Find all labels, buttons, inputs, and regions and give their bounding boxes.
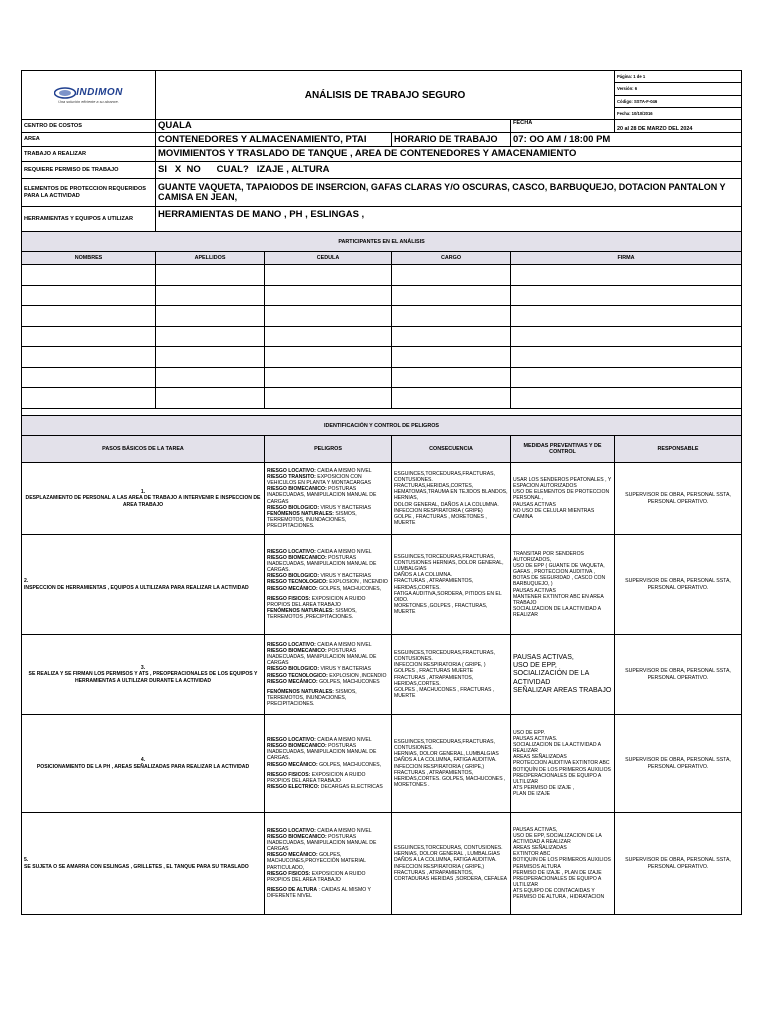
col-cedula: CEDULA: [265, 252, 392, 265]
responsible-cell: SUPERVISOR DE OBRA, PERSONAL SSTA, PERSONAL OPERATIVO.: [615, 715, 742, 813]
consequence-cell: ESGUINCES,TORCEDURAS,FRACTURAS, CONTUSIONES HERNIAS, DOLOR GENERAL, LUMBALGIAS DAÑOS A LA COLUMNA. FRACTURAS , ATRAPAMIENTOS, HERIDAS,CORTES. FATIGA AUDITIVA,SORDERA, PITIDOS EN EL OIDO. MORETONES ,GOLPES , FRACTURAS, MUERTE: [392, 535, 511, 635]
col-nombres: NOMBRES: [22, 252, 156, 265]
measures-cell: TRANSITAR POR SENDEROS AUTORIZADOS, USO DE EPP ( GUANTE DE VAQUETA, GAFAS , PROTECCION AUDITIVA , BOTAS DE SEGURIDAD , CASCO CON BARBUQUEJO, ) PAUSAS ACTIVAS MANTENER EXTINTOR ABC EN AREA TRABAJO SOCIALIZACION DE LA ACTIVIDAD A REALIZAR: [511, 535, 615, 635]
risks-cell: RIESGO LOCATIVO: CAIDA A MISMO NIVEL RIESGO BIOMECANICO: POSTURAS INADECUADAS, MANIPULACION MANUAL DE CARGAS RIESGO BIOLOGICO: VIRUS Y BACTERIAS RIESGO TECNOLOGICO: EXPLOSION ,INCENDIO RIESGO MECÁNICO: GOLPES, MACHUCONES FENÓMENOS NATURALES: SISMOS, TERREMOTOS, INUNDACIONES, PRECIPITACIONES.: [265, 635, 392, 715]
risks-cell: RIESGO LOCATIVO: CAIDA A MISMO NIVEL RIESGO BIOMECANICO: POSTURAS INADECUADAS, MANIPULACION MANUAL DE CARGAS. RIESGO MECÁNICO: GOLPES, MACHUCONES, RIESGO FISICOS: EXPOSICION A RUIDO PROPIOS DEL AREA TRABAJO RIESGO ELECTRICO: DECARGAS ELECTRICAS: [265, 715, 392, 813]
consequence-cell: ESGUINCES,TORCEDURAS,FRACTURAS, CONTUSIONES. HERNIAS, DOLOR GENERAL, LUMBALGIAS DAÑOS A LA COLUMNA, FATIGA AUDITIVA. INFECCION RESPIRATORIA ( GRIPE,) FRACTURAS , ATRAPAMIENTOS, HERIDAS,CORTES. GOLPES, MACHUCONES , MORETONES .: [392, 715, 511, 813]
participant-row[interactable]: [22, 388, 742, 409]
meta-page: Página: 1 de 1: [615, 71, 742, 83]
risks-cell: RIESGO LOCATIVO: CAIDA A MISMO NIVEL RIESGO BIOMECANICO: POSTURAS INADECUADAS, MANIPULACION MANUAL DE CARGAS. RIESGO BIOLOGICO: VIRUS Y BACTERIAS RIESGO TECNOLOGICO: EXPLOSION , INCENDIO RIESGO MECÁNICO: GOLPES, MACHUCONES, RIESGO FISICOS: EXPOSICION A RUIDO PROPIOS DEL AREA TRABAJO FENÓMENOS NATURALES: SISMOS, TERREMOTOS ,PRECIPITACIONES.: [265, 535, 392, 635]
consequence-cell: ESGUINCES,TORCEDURAS, CONTUSIONES. HERNIAS, DOLOR GENERAL , LUMBALGIAS DAÑOS A LA COLUMNA, FATIGA AUDITIVA. INFECCION RESPIRATORIA ( GRIPE,) FRACTURAS , ATRAPAMIENTOS, CORTADURAS HERIDAS ,SORDERA, CEFALEA: [392, 813, 511, 915]
col-peligros: PELIGROS: [265, 436, 392, 463]
hazard-row-5: [22, 813, 742, 915]
participant-row[interactable]: [22, 347, 742, 368]
step-cell: 2. INSPECCION DE HERRAMIENTAS , EQUIPOS A ULTILIZARA PARA REALIZAR LA ACTIVIDAD: [22, 535, 265, 635]
date-label: FECHA: [511, 120, 615, 133]
tools-label: HERRAMIENTAS Y EQUIPOS A UTILIZAR: [22, 207, 156, 232]
hazards-band: IDENTIFICACIÓN Y CONTROL DE PELIGROS: [22, 416, 742, 436]
company-logo: [22, 71, 156, 120]
participant-row[interactable]: [22, 367, 742, 388]
tools-value[interactable]: HERRAMIENTAS DE MANO , PH , ESLINGAS ,: [156, 207, 742, 232]
col-consecuencia: CONSECUENCIA: [392, 436, 511, 463]
responsible-cell: SUPERVISOR DE OBRA, PERSONAL SSTA, PERSONAL OPERATIVO.: [615, 635, 742, 715]
hazard-row-3: [22, 635, 742, 715]
measures-cell: USAR LOS SENDEROS PEATONALES , Y ESPACION AUTORIZADOS USO DE ELEMENTOS DE PROTECCION PERSONAL , PAUSAS ACTIVAS NO USO DE CELULAR MIENTRAS CAMINA: [511, 463, 615, 535]
document-title: ANÁLISIS DE TRABAJO SEGURO: [156, 71, 615, 120]
responsible-cell: SUPERVISOR DE OBRA, PERSONAL SSTA, PERSONAL OPERATIVO.: [615, 463, 742, 535]
schedule-label: HORARIO DE TRABAJO: [392, 133, 511, 147]
ppe-label: ELEMENTOS DE PROTECCION REQUERIDOS PARA LA ACTIVIDAD: [22, 179, 156, 207]
hazard-row-2: [22, 535, 742, 635]
participant-row[interactable]: [22, 265, 742, 286]
consequence-cell: ESGUINCES,TORCEDURAS,FRACTURAS, CONTUSIONES. FRACTURAS,HERIDAS,CORTES, HEMATOMAS,TRAUMA EN TEJIDOS BLANDOS, HERNIAS, DOLOR GENERAL, DAÑOS A LA COLUMNA. INFECCION RESPIRATORIA ( GRIPE) GOLPE , FRACTURAS , MORETONES , MUERTE: [392, 463, 511, 535]
ppe-value[interactable]: GUANTE VAQUETA, TAPAIODOS DE INSERCION, GAFAS CLARAS Y/O OSCURAS, CASCO, BARBUQUEJO, DOTACION PANTALON Y CAMISA EN JEAN,: [156, 179, 742, 207]
risks-cell: RIESGO LOCATIVO: CAIDA A MISMO NIVEL RIESGO BIOMECANICO: POSTURAS INADECUADAS, MANIPULACION MANUAL DE CARGAS RIESGO MECÁNICO: GOLPES, MACHUCONES,PROYECCIÓN MATERIAL PARTICULADO, RIESGO FISICOS: EXPOSICION A RUIDO PROPIOS DEL AREA TRABAJO RIESGO DE ALTURA : CAIDAS AL MISMO Y DIFERENTE NIVEL: [265, 813, 392, 915]
col-responsable: RESPONSABLE: [615, 436, 742, 463]
meta-date: Fecha: 10/10/2016: [615, 107, 742, 119]
consequence-cell: ESGUINCES,TORCEDURAS,FRACTURAS, CONTUSIONES. INFECCION RESPIRATORIA ( GRIPE, ) GOLPES , FRACTURAS MUERTE FRACTURAS , ATRAPAMIENTOS, HERIDAS,CORTES. GOLPES , MACHUCONES , FRACTURAS , MUERTE: [392, 635, 511, 715]
area-label: AREA: [22, 133, 156, 147]
step-cell: 1. DESPLAZAMIENTO DE PERSONAL A LAS AREA DE TRABAJO A INTERVENIR E INSPECCION DE AREA TRABAJO: [22, 463, 265, 535]
hazard-row-1: [22, 463, 742, 535]
col-firma: FIRMA: [511, 252, 742, 265]
form-header-table: [21, 70, 742, 232]
responsible-cell: SUPERVISOR DE OBRA, PERSONAL SSTA, PERSONAL OPERATIVO.: [615, 535, 742, 635]
work-value[interactable]: MOVIMIENTOS Y TRASLADO DE TANQUE , AREA DE CONTENEDORES Y AMACENAMIENTO: [156, 147, 742, 162]
permit-value[interactable]: SI X NO CUAL? IZAJE , ALTURA: [156, 162, 742, 179]
permit-label: REQUIERE PERMISO DE TRABAJO: [22, 162, 156, 179]
col-pasos: PASOS BÁSICOS DE LA TAREA: [22, 436, 265, 463]
participant-row[interactable]: [22, 306, 742, 327]
logo-name: INDIMON: [76, 87, 123, 98]
schedule-value[interactable]: 07: OO AM / 18:00 PM: [511, 133, 742, 147]
work-label: TRABAJO A REALIZAR: [22, 147, 156, 162]
step-cell: 4. POSICIONAMIENTO DE LA PH , AREAS SEÑALIZADAS PARA REALIZAR LA ACTIVIDAD: [22, 715, 265, 813]
risks-cell: RIESGO LOCATIVO: CAIDA A MISMO NIVEL RIESGO TRANSITO: EXPOSICION CON VEHICULOS EN PLANTA Y MONTACARGAS RIESGO BIOMECANICO: POSTURAS INADECUADAS, MANIPULACION MANUAL DE CARGAS RIESGO BIOLOGICO: VIRUS Y BACTERIAS FENÓMENOS NATURALES: SISMOS, TERREMOTOS, INUNDACIONES, PRECIPITACIONES.: [265, 463, 392, 535]
participant-row[interactable]: [22, 285, 742, 306]
cost-center-label: CENTRO DE COSTOS: [22, 120, 156, 133]
ats-form: [21, 70, 741, 915]
hazards-table: [21, 415, 742, 915]
participants-band: PARTICIPANTES EN EL ANÁLISIS: [22, 232, 742, 252]
participant-row[interactable]: [22, 326, 742, 347]
meta-code: Código: SSTA-F-046: [615, 95, 742, 107]
participants-table: [21, 231, 742, 416]
indimon-logo-icon: [54, 87, 76, 99]
col-apellidos: APELLIDOS: [156, 252, 265, 265]
meta-version: Versión: 6: [615, 83, 742, 95]
responsible-cell: SUPERVISOR DE OBRA, PERSONAL SSTA, PERSONAL OPERATIVO.: [615, 813, 742, 915]
col-medidas: MEDIDAS PREVENTIVAS Y DE CONTROL: [511, 436, 615, 463]
measures-cell: PAUSAS ACTIVAS, USO DE EPP, SOCIALIZACION DE LA ACTIVIDAD A REALIZAR AREAS SEÑALIZADAS EXTINTOR ABC BOTIQUIN DE LOS PRIMEROS AUXILIOS PERMISOS ALTURA PERMISO DE IZAJE , PLAN DE IZAJE PREOPERACIONALES DE EQUIPO A ULTILIZAR ATS EQUIPO DE CONTACAIDAS Y PERMISO DE ALTURA , HIDRATACION: [511, 813, 615, 915]
hazard-row-4: [22, 715, 742, 813]
measures-cell: PAUSAS ACTIVAS, USO DE EPP, SOCIALIZACIÓN DE LA ACTIVIDAD SEÑALIZAR AREAS TRABAJO: [511, 635, 615, 715]
cost-center-value[interactable]: QUALA: [156, 120, 511, 133]
area-value[interactable]: CONTENEDORES Y ALMACENAMIENTO, PTAI: [156, 133, 392, 147]
step-cell: 5. SE SUJETA O SE AMARRA CON ESLINGAS , GRILLETES , EL TANQUE PARA SU TRASLADO: [22, 813, 265, 915]
logo-tagline: Una solución eficiente a su alcance.: [58, 99, 119, 104]
date-value[interactable]: 20 al 28 DE MARZO DEL 2024: [615, 120, 742, 133]
col-cargo: CARGO: [392, 252, 511, 265]
step-cell: 3. SE REALIZA Y SE FIRMAN LOS PERMISOS Y ATS , PREOPERACIONALES DE LOS EQUIPOS Y HERRAMIENTAS A ULTILIZAR DURANTE LA ACTIVIDAD: [22, 635, 265, 715]
measures-cell: USO DE EPP. PAUSAS ACTIVAS. SOCIALIZACION DE LA ACTIVIDAD A REALIZAR AREAS SEÑALIZADAS PROTECCION AUDITIVA EXTINTOR ABC BOTIQUÍN DE LOS PRIMEROS AUXILIOS PREOPERACIONALES DE EQUIPO A ULTILIZAR ATS PERMISO DE IZAJE , PLAN DE IZAJE: [511, 715, 615, 813]
